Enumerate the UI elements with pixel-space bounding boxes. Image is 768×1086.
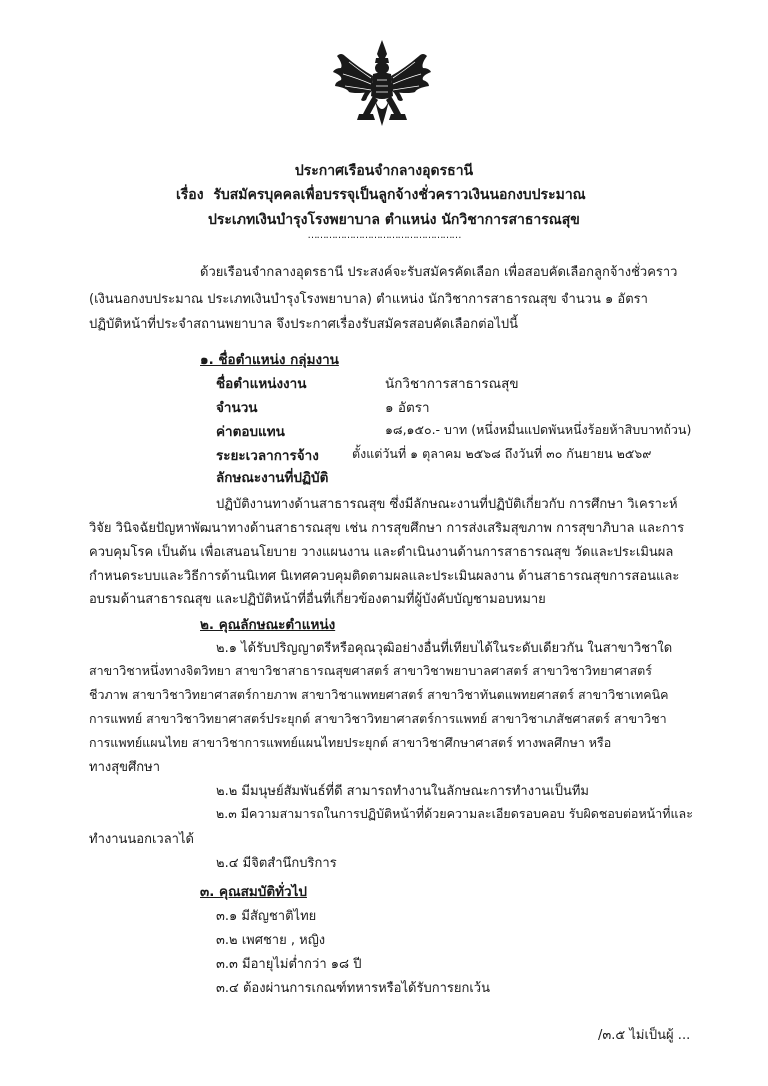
duty-line-4: กำหนดระบบและวิธีการด้านนิเทศ นิเทศควบคุมติดตามผลและประเมินผลงาน ด้านสาธารณสุขการสอนและ	[89, 569, 680, 584]
row-value-salary: ๑๘,๑๕๐.- บาท (หนึ่งหมื่นแปดพันหนึ่งร้อยห้าสิบบาทถ้วน)	[385, 422, 692, 437]
garuda-emblem-icon	[329, 38, 435, 134]
row-label-position: ชื่อตำแหน่งงาน	[216, 376, 307, 392]
section-1-heading: ๑. ชื่อตำแหน่ง กลุ่มงาน	[200, 352, 339, 368]
qualification-item-3-line-1: ๒.๓ มีความสามารถในการปฏิบัติหน้าที่ด้วยความละเอียดรอบคอบ รับผิดชอบต่อหน้าที่และ	[216, 806, 693, 821]
announcement-title: ประกาศเรือนจำกลางอุดรธานี	[294, 163, 474, 179]
subject-label: เรื่อง	[176, 187, 204, 203]
row-label-duties: ลักษณะงานที่ปฏิบัติ	[216, 470, 329, 486]
general-item-3: ๓.๓ มีอายุไม่ต่ำกว่า ๑๘ ปี	[216, 957, 362, 972]
intro-line-2: (เงินนอกงบประมาณ ประเภทเงินบำรุงโรงพยาบาล) ตำแหน่ง นักวิชาการสาธารณสุข จำนวน ๑ อัตรา	[89, 292, 648, 307]
general-item-4: ๓.๔ ต้องผ่านการเกณฑ์ทหารหรือได้รับการยกเว้น	[216, 981, 490, 996]
subject-line-1	[176, 184, 586, 206]
subject-text-1: รับสมัครบุคคลเพื่อบรรจุเป็นลูกจ้างชั่วคราวเงินนอกงบประมาณ	[213, 187, 586, 203]
duty-line-5: อบรมด้านสาธารณสุข และปฏิบัติหน้าที่อื่นที่เกี่ยวข้องตามที่ผู้บังคับบัญชามอบหมาย	[89, 592, 546, 607]
general-item-1: ๓.๑ มีสัญชาติไทย	[216, 909, 317, 924]
header-divider: ……………………………………………	[307, 230, 461, 241]
qualification-line-6: ทางสุขศึกษา	[89, 760, 161, 775]
intro-line-1: ด้วยเรือนจำกลางอุดรธานี ประสงค์จะรับสมัครคัดเลือก เพื่อสอบคัดเลือกลูกจ้างชั่วคราว	[200, 265, 678, 280]
qualification-line-1: ๒.๑ ได้รับปริญญาตรีหรือคุณวุฒิอย่างอื่นที่เทียบได้ในระดับเดียวกัน ในสาขาวิชาใด	[216, 641, 673, 656]
subject-line-2: ประเภทเงินบำรุงโรงพยาบาล ตำแหน่ง นักวิชาการสาธารณสุข	[208, 212, 580, 228]
qualification-line-3: ชีวภาพ สาขาวิชาวิทยาศาสตร์กายภาพ สาขาวิชาแพทยศาสตร์ สาขาวิชาทันตแพทยศาสตร์ สาขาวิชาเทคนิค	[89, 687, 669, 702]
row-label-quantity: จำนวน	[216, 400, 258, 416]
duty-line-2: วิจัย วินิจฉัยปัญหาพัฒนาทางด้านสาธารณสุข เช่น การสุขศึกษา การส่งเสริมสุขภาพ การสุขาภิบาล และการ	[89, 521, 685, 536]
intro-line-3: ปฏิบัติหน้าที่ประจำสถานพยาบาล จึงประกาศเรื่องรับสมัครสอบคัดเลือกต่อไปนี้	[89, 317, 519, 332]
qualification-item-4: ๒.๔ มีจิตสำนึกบริการ	[216, 856, 337, 871]
qualification-line-4: การแพทย์ สาขาวิชาวิทยาศาสตร์ประยุกต์ สาขาวิชาวิทยาศาสตร์การแพทย์ สาขาวิชาเภสัชศาสตร์ สาขาวิชา	[89, 711, 667, 726]
duty-line-3: ควบคุมโรค เป็นต้น เพื่อเสนอนโยบาย วางแผนงาน และดำเนินงานด้านการสาธารณสุข วัดและประเมินผล	[89, 545, 674, 560]
qualification-line-2: สาขาวิชาหนึ่งทางจิตวิทยา สาขาวิชาสาธารณสุขศาสตร์ สาขาวิชาพยาบาลศาสตร์ สาขาวิชาวิทยาศาสตร์	[89, 663, 652, 678]
qualification-item-3-line-2: ทำงานนอกเวลาได้	[89, 832, 194, 847]
qualification-item-2: ๒.๒ มีมนุษย์สัมพันธ์ที่ดี สามารถทำงานในลักษณะการทำงานเป็นทีม	[216, 784, 589, 799]
duty-line-1: ปฏิบัติงานทางด้านสาธารณสุข ซึ่งมีลักษณะงานที่ปฏิบัติเกี่ยวกับ การศึกษา วิเคราะห์	[216, 497, 678, 512]
row-label-salary: ค่าตอบแทน	[216, 424, 285, 440]
general-item-2: ๓.๒ เพศชาย , หญิง	[216, 933, 326, 948]
row-value-period: ตั้งแต่วันที่ ๑ ตุลาคม ๒๕๖๘ ถึงวันที่ ๓๐ กันยายน ๒๕๖๙	[352, 446, 652, 461]
section-2-heading: ๒. คุณลักษณะตำแหน่ง	[200, 617, 336, 633]
row-value-position: นักวิชาการสาธารณสุข	[385, 376, 519, 392]
row-value-quantity: ๑ อัตรา	[385, 400, 430, 416]
section-3-heading: ๓. คุณสมบัติทั่วไป	[200, 884, 307, 900]
row-label-period: ระยะเวลาการจ้าง	[216, 448, 319, 464]
qualification-line-5: การแพทย์แผนไทย สาขาวิชาการแพทย์แผนไทยประยุกต์ สาขาวิชาศึกษาศาสตร์ ทางพลศึกษา หรือ	[89, 735, 612, 750]
continuation-note: /๓.๕ ไม่เป็นผู้ ...	[598, 1028, 691, 1043]
